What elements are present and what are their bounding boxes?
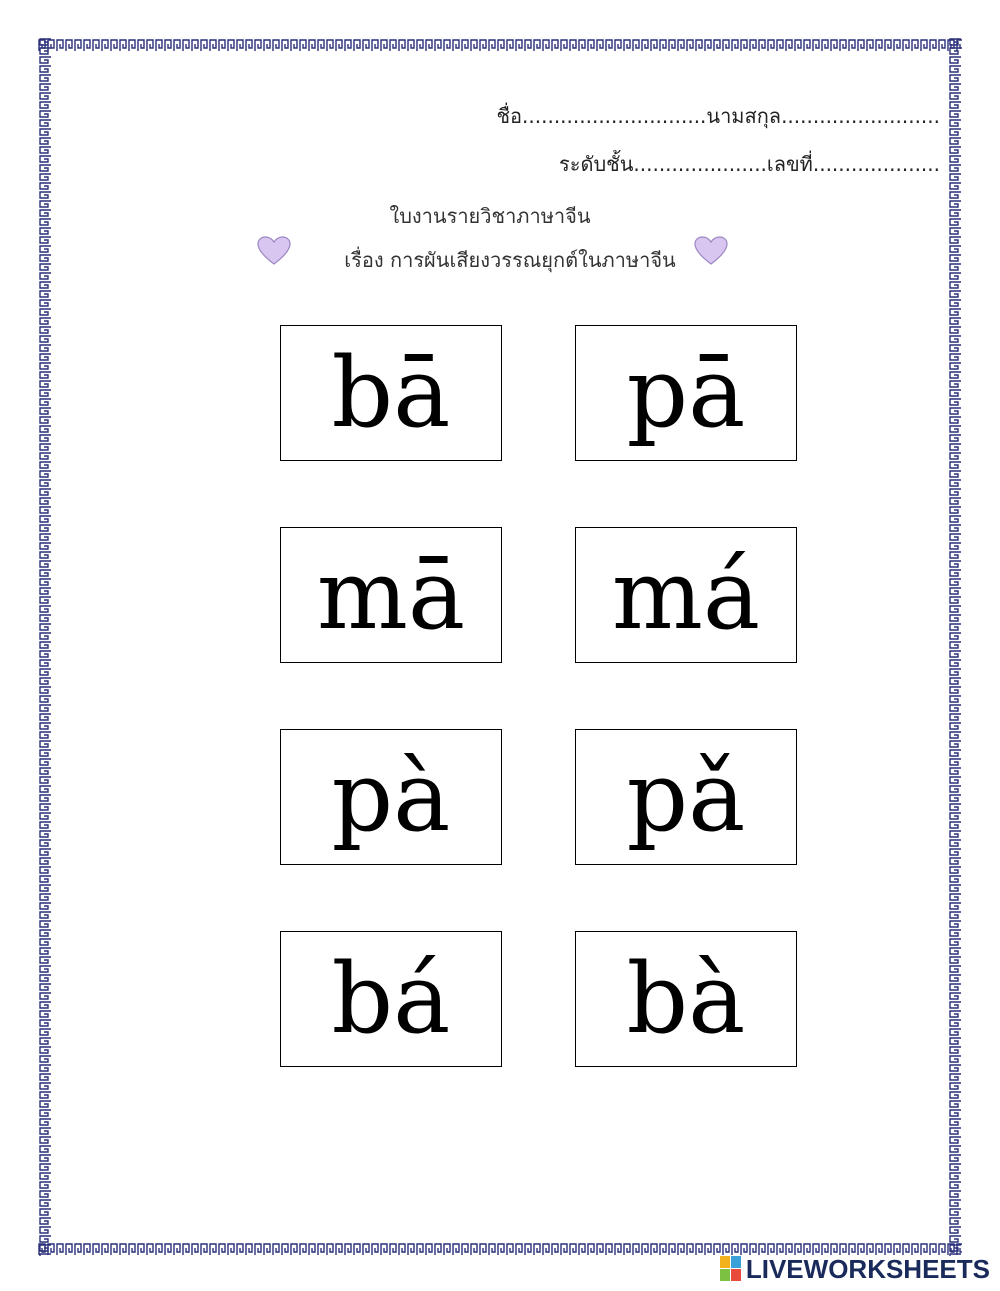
pinyin-card-ma1[interactable] [280, 527, 502, 663]
pinyin-card-ma2[interactable] [575, 527, 797, 663]
worksheet-title: ใบงานรายวิชาภาษาจีน [389, 204, 591, 228]
class-field-line: ระดับชั้น.....................เลขที่.................... [558, 152, 940, 176]
pinyin-text: pà [331, 741, 451, 853]
pinyin-card-ba2[interactable] [280, 931, 502, 1067]
pinyin-card-pa4[interactable] [280, 729, 502, 865]
pinyin-card-pa1[interactable] [575, 325, 797, 461]
pinyin-card-pa3[interactable] [575, 729, 797, 865]
pinyin-text: pǎ [626, 741, 746, 853]
worksheet-subtitle: เรื่อง การผันเสียงวรรณยุกต์ในภาษาจีน [344, 248, 676, 272]
pinyin-text: pā [626, 337, 746, 449]
pinyin-card-ba1[interactable] [280, 325, 502, 461]
pinyin-text: bá [331, 943, 451, 1055]
heart-icon [694, 236, 728, 266]
pinyin-text: bā [331, 337, 451, 449]
heart-icon [257, 236, 291, 266]
logo-text: LIVEWORKSHEETS [745, 1253, 990, 1284]
liveworksheets-logo[interactable] [720, 1255, 990, 1283]
name-field-line: ชื่อ.............................นามสกุล......................... [496, 104, 940, 128]
pinyin-text: mā [316, 539, 466, 651]
pinyin-text: má [611, 539, 761, 651]
pinyin-text: bà [626, 943, 746, 1055]
pinyin-card-ba4[interactable] [575, 931, 797, 1067]
liveworksheets-logo-icon [720, 1256, 742, 1282]
